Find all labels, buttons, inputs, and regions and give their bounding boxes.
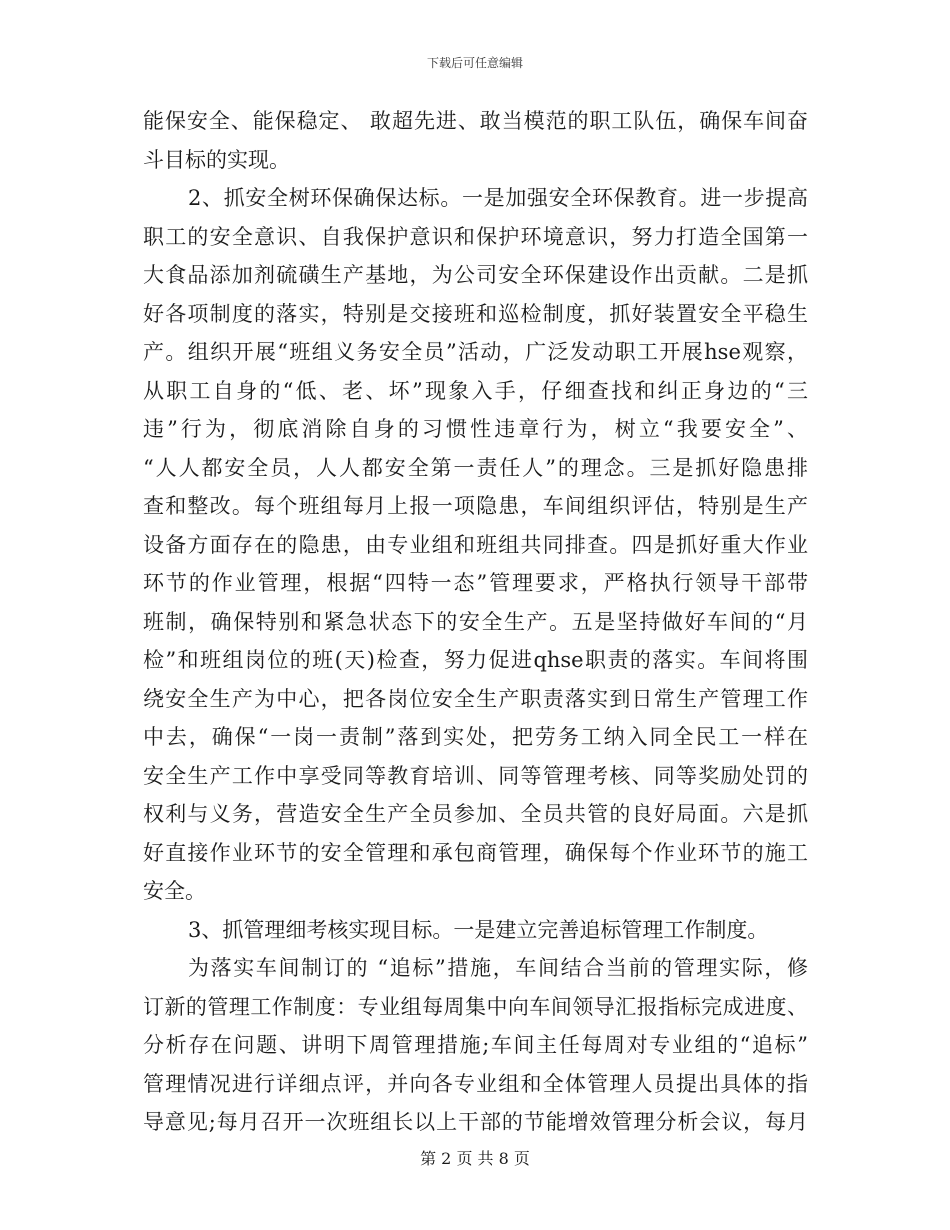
page-number-footer: 第 2 页 共 8 页 [420, 1149, 530, 1168]
text-line: 环节的作业管理，根据“四特一态”管理要求，严格执行领导干部带 [143, 571, 808, 595]
text-line: 设备方面存在的隐患，由专业组和班组共同排查。四是抓好重大作业 [143, 532, 808, 557]
paragraph-first-line: 3、抓管理细考核实现目标。一是建立完善追标管理工作制度。 [188, 917, 769, 942]
text-line: 管理情况进行详细点评，并向各专业组和全体管理人员提出具体的指 [143, 1071, 808, 1096]
page-header: 下载后可任意编辑 [426, 56, 523, 70]
text-line: 职工的安全意识、自我保护意识和保护环境意识，努力打造全国第一 [143, 224, 808, 249]
text-line: 好直接作业环节的安全管理和承包商管理，确保每个作业环节的施工 [143, 840, 808, 865]
text-line: “人人都安全员，人人都安全第一责任人”的理念。三是抓好隐患排 [143, 455, 808, 480]
paragraph-first-line: 2、抓安全树环保确保达标。一是加强安全环保教育。进一步提高 [188, 186, 808, 210]
text-line: 安全。 [143, 879, 206, 903]
text-line: 中去，确保“一岗一责制”落到实处，把劳务工纳入同全民工一样在 [143, 725, 808, 749]
text-line: 安全生产工作中享受同等教育培训、同等管理考核、同等奖励处罚的 [143, 763, 808, 788]
text-line: 分析存在问题、讲明下周管理措施;车间主任每周对专业组的“追标” [143, 1033, 808, 1057]
text-line: 从职工自身的“低、老、坏”现象入手，仔细查找和纠正身边的“三 [143, 378, 808, 403]
text-line: 订新的管理工作制度：专业组每周集中向车间领导汇报指标完成进度、 [143, 994, 808, 1019]
text-line: 能保安全、能保稳定、 敢超先进、敢当模范的职工队伍，确保车间奋 [143, 109, 808, 133]
text-line: 查和整改。每个班组每月上报一项隐患，车间组织评估，特别是生产 [143, 494, 808, 518]
text-line: 大食品添加剂硫磺生产基地，为公司安全环保建设作出贡献。二是抓 [143, 263, 808, 287]
text-line: 导意见;每月召开一次班组长以上干部的节能增效管理分析会议，每月 [143, 1110, 808, 1134]
text-line: 违”行为，彻底消除自身的习惯性违章行为，树立“我要安全”、 [143, 417, 808, 441]
text-line: 绕安全生产为中心，把各岗位安全生产职责落实到日常生产管理工作 [143, 686, 808, 711]
text-line: 斗目标的实现。 [143, 147, 290, 172]
text-line: 产。组织开展“班组义务安全员”活动，广泛发动职工开展hse观察， [143, 340, 808, 364]
text-line: 检”和班组岗位的班(天)检查，努力促进qhse职责的落实。车间将围 [143, 648, 808, 672]
text-line: 权利与义务，营造安全生产全员参加、全员共管的良好局面。六是抓 [143, 802, 808, 826]
text-line: 好各项制度的落实，特别是交接班和巡检制度，抓好装置安全平稳生 [143, 301, 808, 326]
document-body [143, 102, 808, 1142]
paragraph-first-line: 为落实车间制订的 “追标”措施，车间结合当前的管理实际，修 [188, 956, 808, 980]
text-line: 班制，确保特别和紧急状态下的安全生产。五是坚持做好车间的“月 [143, 609, 808, 634]
